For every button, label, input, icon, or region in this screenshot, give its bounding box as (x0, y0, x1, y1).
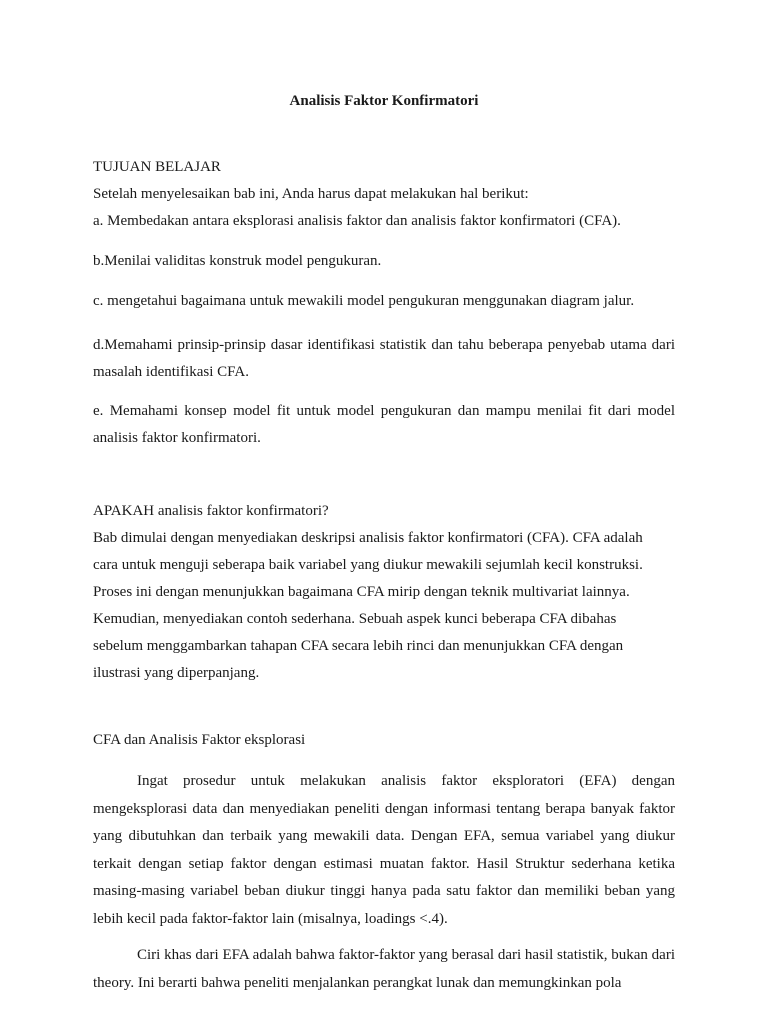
objective-item-b: b.Menilai validitas konstruk model pengukuran. (93, 253, 382, 269)
section2-line: cara untuk menguji seberapa baik variabel yang diukur mewakili sejumlah kecil konstruksi. (93, 557, 643, 573)
section2-line: Kemudian, menyediakan contoh sederhana. Sebuah aspek kunci beberapa CFA dibahas (93, 611, 617, 627)
section2-line: Bab dimulai dengan menyediakan deskripsi analisis faktor konfirmatori (CFA). CFA adalah (93, 530, 643, 546)
section2-line: Proses ini dengan menunjukkan bagaimana CFA mirip dengan teknik multivariat lainnya. (93, 584, 630, 600)
efa-paragraph-2: Ciri khas dari EFA adalah bahwa faktor-faktor yang berasal dari hasil statistik, bukan dari theory. Ini berarti bahwa peneliti menjalankan perangkat lunak dan memungkinkan pola (93, 947, 675, 991)
objective-item-d: d.Memahami prinsip-prinsip dasar identifikasi statistik dan tahu beberapa penyebab utama dari masalah identifikasi CFA. (93, 337, 675, 380)
objective-item-c: c. mengetahui bagaimana untuk mewakili model pengukuran menggunakan diagram jalur. (93, 293, 635, 309)
objective-item-a: a. Membedakan antara eksplorasi analisis faktor dan analisis faktor konfirmatori (CFA). (93, 213, 621, 229)
section2-line: ilustrasi yang diperpanjang. (93, 665, 260, 681)
section-heading-apakah-cfa: APAKAH analisis faktor konfirmatori? (93, 503, 329, 519)
section-heading-cfa-efa: CFA dan Analisis Faktor eksplorasi (93, 732, 306, 748)
section2-line: sebelum menggambarkan tahapan CFA secara lebih rinci dan menunjukkan CFA dengan (93, 638, 624, 654)
objectives-intro: Setelah menyelesaikan bab ini, Anda harus dapat melakukan hal berikut: (93, 186, 529, 202)
efa-paragraph-1: Ingat prosedur untuk melakukan analisis faktor eksploratori (EFA) dengan mengeksplorasi data dan menyediakan peneliti dengan informasi tentang berapa banyak faktor yang dibutuhkan dan terbaik yang mewakili data. Dengan EFA, semua variabel yang diukur terkait dengan setiap faktor dengan estimasi muatan faktor. Hasil Struktur sederhana ketika masing-masing variabel beban diukur tinggi hanya pada satu faktor dan memiliki beban yang lebih kecil pada faktor-faktor lain (misalnya, loadings <.4). (93, 773, 675, 927)
document-title: Analisis Faktor Konfirmatori (289, 93, 479, 109)
section-heading-tujuan-belajar: TUJUAN BELAJAR (93, 159, 221, 175)
objective-item-e: e. Memahami konsep model fit untuk model pengukuran dan mampu menilai fit dari model analisis faktor konfirmatori. (93, 403, 675, 446)
